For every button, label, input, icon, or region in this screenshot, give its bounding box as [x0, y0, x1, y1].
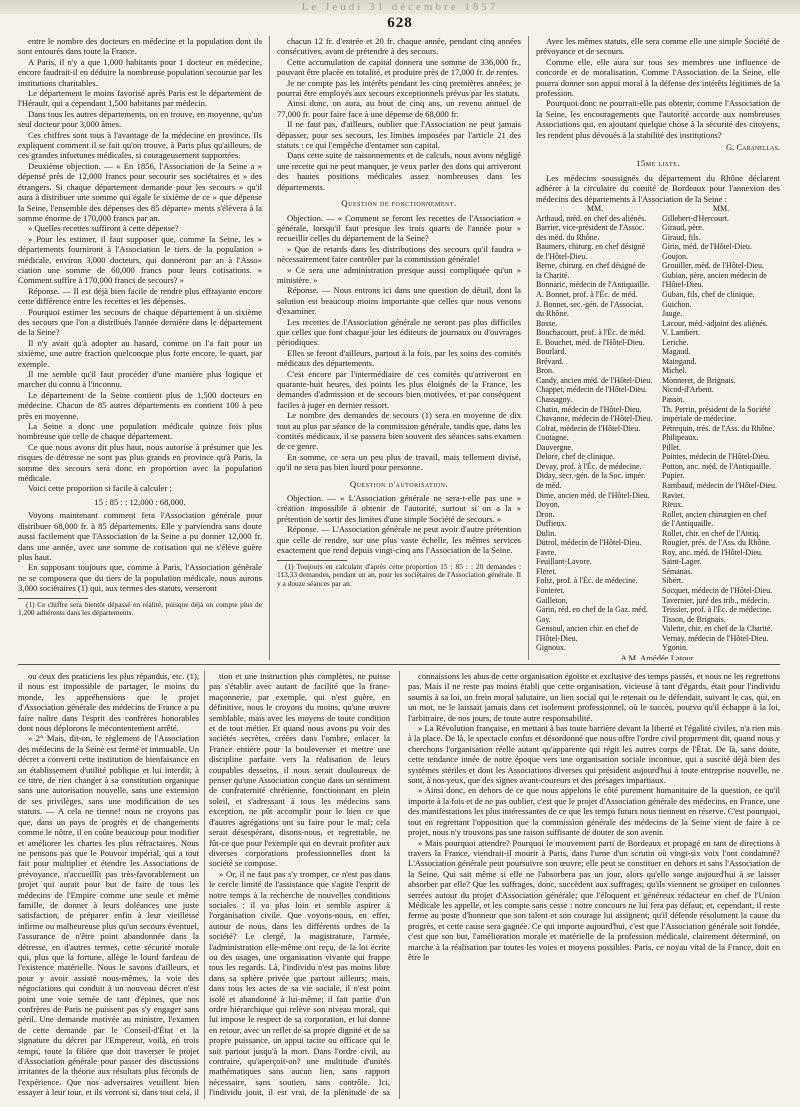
- signatory-name: du Rhône.: [536, 309, 569, 319]
- signatory-name: Pointes, médecin de l'Hôtel-Dieu.: [662, 452, 770, 462]
- signatory-name: Philipeaux.: [662, 433, 699, 443]
- paragraph: Ce que nous avons dit plus haut, nous autorise à présumer que les risques de détresse ne sont pas plus grands en province qu'à Paris, la somme des secours sera donc en proportion avec la population médicale.: [18, 441, 262, 484]
- signatory-name: Garin, réd. en chef de la Gaz. méd.: [536, 605, 648, 615]
- signatory-name: de l'Antiquaille.: [662, 519, 714, 529]
- signatory-name: Coutagne.: [536, 433, 569, 443]
- signatory-name: Grouiller, méd. de l'Hôtel-Dieu.: [662, 261, 764, 271]
- signatory-name: Feuillant-Lavore.: [536, 557, 592, 567]
- signatory-name: Rougier, prés. de l'Ass. du Rhône.: [662, 538, 771, 548]
- paragraph: » Quelles recettes suffiront à cette dépense?: [28, 223, 179, 234]
- paragraph: tion et une instruction plus complètes, ne puisse pas s'établir avec autant de facilité que la franc-maçonnerie, par exemple, qui n'est guère, en définitive, nous le croyons du moins, qu'une œuvre semblable, mais avec les moyens de toute condition et de tout métier. Et quand nous avons pu voir des sociétés secrètes, créées dans l'ombre, enlacer la France entière pour la bouleverser et mettre une discipline parfaite vers la réalisation de leurs coupables desseins, il nous serait douloureux de penser qu'une Association conçue dans un sentiment de confraternité chrétienne, fonctionnant en plein soleil, et s'adressant à tous les médecins sans exception, ne pût accomplir pour le bien ce que d'autres agrégations ont su faire pour le mal; cela serait désespérant, disons-nous, et regrettable, ne fût-ce que pour l'exemple qui en devrait profiter aux diverses corporations professionnelles dont la société se compose.: [209, 671, 390, 869]
- paragraph: Il me semble qu'il faut procéder d'une manière plus logique et marcher du connu à l'inconnu.: [18, 369, 262, 390]
- paragraph: Réponse. — Il est déjà bien facile de rendre plus effrayante encore cette différence entre les recettes et les dépenses.: [18, 285, 262, 307]
- paragraph: Réponse. — L'Association générale ne peut avoir d'autre prétention que celle de rendre, sur une plus vaste échelle, les mêmes services exactement que rend depuis vingt-cinq ans l'Association de la Seine.: [277, 524, 521, 556]
- signatory-name: Devay, prof. à l'Éc. de médecine.: [536, 461, 642, 471]
- paragraph: Voici cette proportion si facile à calculer :: [28, 483, 172, 494]
- column-rule: [528, 36, 529, 660]
- paragraph: Je ne compte pas les intérêts pendant les cinq premières années; je pourrai être employés aux secours exceptionnels prévus par les statuts.: [277, 77, 521, 99]
- paragraph: entre le nombre des docteurs en médecine et la population dont ils sont entourés dans toute la France.: [18, 36, 262, 57]
- paragraph: La Seine a donc une population médicale quinze fois plus nombreuse que celle de chaque département.: [18, 421, 262, 442]
- signatory-name: Dauvergne.: [536, 442, 573, 452]
- signatory-name: Barrier, vice-président de l'Assoc.: [536, 223, 645, 233]
- signatory-name: Brévard.: [536, 356, 564, 366]
- column-rule: [204, 671, 205, 1099]
- signatory-name: de l'Hôtel-Dieu.: [536, 251, 588, 261]
- paragraph: En supposant toujours que, comme à Paris, l'Association générale ne se composera que du tiers de la population médicale, nous aurons 3,000 sociétaires (1) qui, aux termes des statuts, verseront: [18, 562, 262, 594]
- paragraph: » Mais pourquoi attendre? Pourquoi le mouvement parti de Bordeaux et propagé en tant de directions à travers la France, viendrait-il mourir à Paris, dans l'urne d'un scrutin où vingt-six voix l'ont condamné? L'Association générale peut poursuivre son œuvre; elle peut se constituer en dehors et sans l'Association de la Seine. Qui sait même si elle ne l'absorbera pas un jour, alors qu'elle songe aujourd'hui à se laisser absorber par elle? Que les suffrages, donc, succèdent aux suffrages; qu'ils viennent se grouper en colonnes serrées autour du projet d'Association générale; que l'éloquent et généreux rédacteur en chef de l'Union Médicale les appelle, et les compte sans cesse : notre concours ne lui fera pas défaut; et, cependant, il reste ferme au poste d'honneur que son talent et son courage lui assignent; qu'il défende résolument la cause du progrès, et cette cause sera gagnée. Ce qui importe aujourd'hui, c'est que l'Association générale soit fondée, c'est que son but, l'amélioration morale et matérielle de la profession médicale, clairement déterminé, on marche à la réalisation par toutes les voies et moyens possibles. Paris, ce noyau vital de la France, doit en être le: [408, 837, 780, 962]
- signatory-name: Th. Perrin, président de la Société: [662, 404, 771, 414]
- paragraph: C'est encore par l'intermédiaire de ces comités qu'arriveront en quarante-huit heures, des points les plus éloignés de la France, les demandes d'admission et de secours bien motivées, et par conséquent faciles à juger en dernier ressort.: [277, 368, 521, 410]
- signatory-name: Delore, chef de clinique.: [536, 452, 615, 462]
- signatory-name: Passot.: [662, 395, 685, 405]
- signatory-name: Dime, ancien méd. de l'Hôtel-Dieu.: [536, 490, 650, 500]
- signatory-name: Bron.: [536, 366, 554, 376]
- paragraph: » Ainsi donc, en dehors de ce que nous appelons le côté purement humanitaire de la question, ce qu'il importe à la fois et de ne pas oublier, c'est que le projet d'Association générale des médecins, en France, une des manifestations les plus intéressantes de ce que les temps futurs nous tiennent en réserve. C'est pourquoi, tout en regrettant l'opposition que la commission générale des médecins de la Seine vient de faire à ce projet, nous n'y trouvons pas une raison suffisante de douter de son avenir.: [408, 785, 780, 838]
- signatory-name: Giraud, fils.: [662, 232, 701, 242]
- signatories-list: [536, 204, 780, 653]
- signatory-name: Foltz, prof. à l'Éc. de médecine.: [536, 576, 638, 586]
- signatory-name: Dutrol, médecin de l'Hôtel-Dieu.: [536, 538, 642, 548]
- signatory-name: Baumers, chirurg. en chef désigné: [536, 242, 646, 252]
- signatory-name: Giraud, père.: [662, 223, 704, 233]
- signatory-name: Doyon.: [536, 500, 560, 510]
- paragraph: » Or, il ne faut pas s'y tromper, ce n'est pas dans le cercle limité de l'assistance que s'agite l'esprit de notre temps à la recherche de nouvelles conditions sociales : il va plus loin et semble aspirer à l'organisation civile. Que voyons-nous, en effet, autour de nous, dans les différents ordres de la société? Le clergé, la magistrature, l'armée, l'administration elle-même ont reçu, de la loi écrite ou des usages, une organisation vivante qui frappe tous les regards. Là, l'individu n'est pas moins libre dans sa sphère privée que partout ailleurs; mais, dans tous les actes de sa vie sociale, il n'est point isolé et abandonné à lui-même; il fait partie d'un ordre hiérarchique qui relève son niveau moral, qui lui impose le respect de sa corporation, et lui donne en retour, avec un reflet de sa propre dignité et de sa propre puissance, un appui tacite ou efficace qui le suit partout jusqu'à la mort. Dans l'ordre civil, au contraire, qu'aperçoit-on? une multitude d'unités mathématiques sans aucun lien, sans rapport nécessaire, sans soutien, sans contrôle. Ici, l'individu jouit, il est vrai, de la plénitude de sa: [209, 868, 390, 1098]
- signatory-name: Gailleton.: [536, 595, 568, 605]
- signatory-name: Bosse.: [536, 318, 558, 328]
- paragraph: Dans tous les autres départements, on en trouve, en moyenne, qu'un seul docteur pour 3,000 âmes.: [18, 108, 262, 130]
- bottom-band: [18, 671, 780, 1099]
- signatory-name: Bourlard.: [536, 347, 567, 357]
- signature: G. Caranellas.: [725, 142, 780, 153]
- signatory-name: Sibert.: [662, 576, 684, 586]
- signatory-name: impériale de médecine.: [662, 414, 737, 424]
- top-column-2: [277, 36, 521, 660]
- bottom-subcolumn: [209, 671, 390, 1099]
- signatory-name: Vernay, médecin de l'Hôtel-Dieu.: [662, 633, 769, 643]
- column-rule: [399, 671, 400, 1099]
- paragraph: Le nombre des demandes de secours (1) sera en moyenne de dix tout au plus par séance de la commission générale, tandis que, dans les comités médicaux, il se passera bien souvent des séances sans examen de ce genre.: [277, 410, 521, 452]
- signatory-name: Goujon.: [662, 251, 688, 261]
- signatory-name: Girin, méd. de l'Hôtel-Dieu.: [662, 242, 752, 252]
- paragraph: » 2° Mais, dit-on, le règlement de l'Association des médecins de la Seine est fermé et immuable. Un décret a converti cette institution de bienfaisance en un établissement d'utilité publique et lui interdit, à ce titre, de rien changer à sa constitution organique sans une autorisation nouvelle, sans une extension de ses privilèges, sans une modification de ses statuts. — A cela ne tienne! nous ne croyons pas que, dans un pays de progrès et de changements comme le nôtre, il en coûte beaucoup pour modifier et améliorer les chartes les plus réfractaires. Nous ne pensons pas que le Pouvoir impérial, qui a tout fait pour multiplier et étendre les Associations de prévoyance, n'accueillît pas très-favorablement un projet qui aurait pour but de faire de tous les médecins de l'Empire comme une seule et même famille, de donner à leurs doléances une juste satisfaction, de préparer enfin à leur vieillesse infirme ou malheureuse plus qu'un secours éventuel, l'assurance de n'être point abandonnée dans la détresse, en d'autres termes, cette sécurité morale qui, plus que la fortune, allège le lourd fardeau de l'existence matérielle. Nous le savons d'ailleurs, et pour y avoir assisté nous-mêmes, la voie des négociations qui conduit à un nouveau décret n'est point une voie semée de tant d'épines, que nos confrères de Paris ne puissent pas s'y engager sans péril. Une demande motivée au ministre, l'examen de cette demande par le Conseil-d'État et la signature du décret par l'Empereur, voilà, en trois temps, toute la filière que doit traverser le projet d'Association générale pour passer des discussions irritantes de la théorie aux résultats plus féconds de l'expérience. Que nos adversaires veuillent bien essayer à leur tour, et ils verront si, dans tout cela, il: [18, 733, 199, 1098]
- paragraph: Les recettes de l'Association générale ne seront pas plus difficiles que celles que font chaque jour les éditeurs de journaux ou d'ouvrages périodiques.: [277, 316, 521, 348]
- signatory-name: Chappet, médecin de l'Hôtel-Dieu.: [536, 385, 647, 395]
- paragraph: Avec les mêmes statuts, elle sera comme elle une simple Société de prévoyance et de secours.: [536, 36, 780, 57]
- bottom-column-2: [408, 671, 780, 1099]
- section-heading: Question d'autorisation.: [349, 478, 449, 489]
- top-column-1: [18, 36, 262, 660]
- signatory-name: E. Bouchet, méd. de l'Hôtel-Dieu.: [536, 337, 645, 347]
- paragraph: chacun 12 fr. d'entrée et 20 fr. chaque année, pendant cinq années consécutives, avant de prétendre à des secours.: [277, 36, 521, 57]
- list-header: MM.: [586, 204, 604, 214]
- signatory-name: Duffieux.: [536, 519, 567, 529]
- signatory-name: Fonteret.: [536, 585, 565, 595]
- paragraph: Objection. — « Comment se feront les recettes de l'Association » générale, lorsqu'il faut presque les trois quarts de l'année pour » recueillir celles du département de la Seine?: [277, 212, 521, 244]
- signatory-name: Sémanas.: [662, 566, 693, 576]
- signatory-name: Diday, secr.-gén. de la Soc. impér.: [536, 471, 646, 481]
- signatory-name: Socquet, médecin de l'Hôtel-Dieu.: [662, 585, 773, 595]
- paragraph: Ainsi donc, on aura, au bout de cinq ans, un revenu annuel de 77,000 fr. pour faire face à une dépense de 68,000 fr.: [277, 98, 521, 119]
- signatory-name: Leriche.: [662, 337, 689, 347]
- signatory-name: Valette, chir. en chef de la Charité.: [662, 624, 773, 634]
- paragraph: Il n'y avait qu'à adopter au hasard, comme on l'a fait pour un sixième, une autre fraction quelconque plus forte encore, le quart, par exemple.: [18, 337, 262, 369]
- signatory-name: l'Hôtel-Dieu.: [536, 633, 578, 643]
- page-number: 628: [387, 15, 413, 31]
- paragraph: Pourquoi donc ne pourrait-elle pas obtenir, comme l'Association de la Seine, les encouragements que l'autorité accorde aux nombreuses Associations qui, en ajoutant quelque chose à la sécurité des citoyens, les rendent plus dévoués à la stabilité des institutions?: [536, 98, 780, 140]
- signatory-name: V. Lambert.: [662, 328, 700, 338]
- signatory-name: Berne, chirurg. en chef désigné de: [536, 261, 646, 271]
- section-heading: Question de fonctionnement.: [341, 198, 457, 209]
- signatory-name: la Charité.: [536, 270, 570, 280]
- signatory-name: Dulin.: [536, 528, 557, 538]
- paragraph: » La Révolution française, en mettant à bas toute barrière devant la liberté et l'égalité civiles, n'a rien mis à la place. De là, le spectacle confus et désordonné que nous offre l'ordre civil proprement dit, quand nous y cherchons l'organisation réelle autant qu'apparente qui régit les autres corps de l'État. De là, sans doute, cette tendance innée de notre époque vers une organisation sociale inconnue, qui a suscité déjà bien des systèmes stériles et dont les Associations diverses qui président aujourd'hui à toute entreprise nouvelle, ne sont, à nos yeux, que des signes avant-coureurs et des présages impartiaux.: [408, 723, 780, 786]
- signatory-name: Favre.: [536, 547, 557, 557]
- signatory-name: Pillet.: [662, 442, 681, 452]
- signatory-name: des méd. du Rhône.: [536, 232, 600, 242]
- signatory-name: J. Bonnet, sec.-gén. de l'Associat.: [536, 299, 644, 309]
- signatory-name: Monneret, de Brignais.: [662, 375, 736, 385]
- signatory-name: Lacour, méd.-adjoint des aliénés.: [662, 318, 768, 328]
- signatory-name: Pupier.: [662, 471, 685, 481]
- signatory-name: Magaud.: [662, 347, 691, 357]
- footnote-rule: [277, 560, 347, 561]
- signatory-name: de méd.: [536, 480, 562, 490]
- paragraph: Comme elle, elle aura sur tous ses membres une influence de concorde et de moralisation. Comme l'Association de la Seine, elle pourra donner son appui moral à la défense des intérêts légitimes de la profession.: [536, 56, 780, 99]
- signatory-name: l'Hôtel-Dieu.: [662, 280, 704, 290]
- paragraph: Deuxième objection. — « En 1856, l'Association de la Seine a » dépensé près de 12,000 francs pour secourir ses sociétaires et » des étrangers. Si chaque département demande pour les secours » qu'il aura à distribuer une somme qui égale le sixième de ce » que dépense la Seine, l'ensemble des dépenses des 85 départe» ments s'élèvera à la somme énorme de 170,000 francs par an.: [18, 160, 262, 223]
- footnote: (1) Toujours en calculant d'après cette proportion 15 : 85 : : 20 demandes : 113,33 demandes, pendant un an, pour les sociétaires de l'Association générale. Il y a douze séances par an.: [277, 561, 521, 589]
- paragraph: Le département le moins favorisé après Paris est le département de l'Hérault, qui a cependant 1,500 habitants par médecin.: [18, 88, 262, 109]
- signatory-name: Candy, ancien méd. de l'Hôtel-Dieu.: [536, 375, 653, 385]
- signatory-name: Pétrequin, trés. de l'Ass. du Rhône.: [662, 423, 775, 433]
- paragraph: Voyons maintenant comment fera l'Association générale pour distribuer 68,000 fr. à 85 départements. Elle y parviendra sans doute aussi facilement que l'Association de la Seine a pu donner 12,000 fr. dans une année, avec une somme de cotisation qui ne s'élève guère plus haut.: [18, 510, 262, 562]
- signatory-name: Potton, anc. méd. de l'Antiquaille.: [662, 461, 771, 471]
- paragraph: Ces chiffres sont tous à l'avantage de la médecine en province. Ils expliquent comment il se fait qu'on trouve, à Paris plus qu'ailleurs, de ces grandes infortunes médicales, si courageusement supportées.: [18, 129, 262, 161]
- signatory-name: Chatin, médecin de l'Hôtel-Dieu.: [536, 404, 642, 414]
- paragraph: Il ne faut pas, d'ailleurs, oublier que l'Association ne peut jamais dépasser, pour ses secours, les limites imposées par l'article 21 des statuts : ce qui l'empêche d'entamer son capital.: [277, 119, 521, 151]
- paragraph: En somme, ce sera un peu plus de travail, mais tellement divisé, qu'il ne sera pas bien lourd pour personne.: [277, 451, 521, 473]
- letter-address: A M. Amédée Latour.: [620, 652, 696, 660]
- signatory-name: Guban, fils, chef de clinique.: [662, 290, 755, 300]
- signatory-name: Michel.: [662, 366, 687, 376]
- paragraph: » Ce sera une administration presque aussi compliquée qu'un » ministère. »: [277, 264, 521, 285]
- signatory-name: Maingand.: [662, 356, 697, 366]
- header-strip: Le Jeudi 31 décembre 1857: [0, 0, 800, 14]
- signatory-name: Tavernier, juré des trib., médecin.: [662, 595, 770, 605]
- signatory-name: Fleret.: [536, 566, 557, 576]
- signatory-name: Tisson, de Brignais.: [662, 614, 726, 624]
- signatory-name: Gay.: [536, 614, 551, 624]
- bottom-subcolumn: [18, 671, 199, 1099]
- signatory-name: Guichon.: [662, 299, 692, 309]
- paragraph: A Paris, il n'y a que 1,000 habitants pour 1 docteur en médecine, encore faudrait-il en déduire la nombreuse population secourue par les institutions charitables.: [18, 56, 262, 88]
- paragraph: Pourquoi estimer les secours de chaque département à un sixième des secours que l'on a distribués l'année dernière dans le département de la Seine?: [18, 306, 262, 338]
- signatory-name: Arthaud, méd. en chef des aliénés.: [536, 213, 647, 223]
- signatory-name: Bouchacourt, prof. à l'Éc. de méd.: [536, 328, 646, 338]
- signatory-name: Jauge.: [662, 309, 683, 319]
- signatory-name: Teissier, prof. à l'Éc. de médecine.: [662, 605, 772, 615]
- signatory-name: Chassagny.: [536, 395, 573, 405]
- signatory-name: Nicod-d'Arbent.: [662, 385, 714, 395]
- signatory-name: Rieux.: [662, 500, 684, 510]
- signatory-name: Gubian, père, ancien médecin de: [662, 270, 767, 280]
- bottom-column-1: [18, 671, 390, 1099]
- band-separator: [18, 664, 780, 665]
- paragraph: Le département de la Seine contient plus de 1,500 docteurs en médecine. Chacun de 85 autres départements en contient 100 à peu près en moyenne.: [18, 389, 262, 421]
- top-band: [18, 36, 780, 660]
- list-intro: Les médecins soussignés du département du Rhône déclarent adhérer à la circulaire du comité de Bordeaux pour l'annexion des médecins des départements à l'Association de la Seine :: [536, 172, 780, 204]
- signatory-name: Gillebert-d'Hercourt.: [662, 213, 729, 223]
- signatory-name: Gensoul, ancien chir. en chef de: [536, 624, 639, 634]
- signatory-name: Saint-Lager.: [662, 557, 702, 567]
- signatory-name: Rollet, ancien chirurgien en chef: [662, 509, 767, 519]
- signatory-name: Rambaud, médecin de l'Hôtel-Dieu.: [662, 480, 777, 490]
- paragraph: connaissons les abus de cette organisation égoïste et exclusive des temps passés, et nous ne les regrettons pas. Mais il ne reste pas moins établi que cette organisation, vicieuse à tant d'égards, était pour l'individu soumis à sa loi, un frein moral salutaire, un lien social qui le retenait ou le défendait, suivant le cas, qui, en un mot, ne le laissait jamais dans cet isolement professionnel, où le succès, pourvu qu'il échappe à la loi, l'arbitraire, de nos jours, de toute autre responsabilité.: [408, 671, 780, 723]
- paragraph: Réponse. — Nous entrons ici dans une question de détail, dont la solution est beaucoup moins importante que celles que nous venons d'examiner.: [277, 285, 521, 317]
- column-rule: [269, 36, 270, 660]
- paragraph: » Que de retards dans les distributions des secours qu'il faudra » nécessairement faire contrôler par la commission générale!: [277, 243, 521, 265]
- top-column-3: [536, 36, 780, 660]
- signatory-name: Roy, anc. méd. de l'Hôtel-Dieu.: [662, 547, 763, 557]
- footnote-rule: [18, 598, 88, 599]
- paragraph: Cette accumulation de capital donnera une somme de 336,000 fr., pouvant être placée en totalité, et produire près de 17,000 fr. de rentes.: [277, 56, 521, 78]
- paragraph: Dans cette suite de raisonnements et de calculs, nous avons négligé une recette qui ne peut manquer, je veux parler des dons qui arriveront des hautes positions médicales assez nombreuses dans les départements.: [277, 150, 521, 192]
- signatory-name: Colrat, médecin de l'Hôtel-Dieu.: [536, 423, 641, 433]
- signatory-name: Dron.: [536, 509, 555, 519]
- signatory-name: Ygonin.: [662, 643, 688, 653]
- signatory-name: Bonnaric, médecin de l'Antiquaille.: [536, 280, 650, 290]
- proportion-formula: 15 : 85 : : 12,000 : 68,000.: [94, 496, 186, 507]
- signatory-name: A. Bonnet, prof. à l'Éc. de méd.: [536, 290, 638, 300]
- signatory-name: Rollet, chir. en chef de l'Antiq.: [662, 528, 761, 538]
- paragraph: Objection. — « L'Association générale ne sera-t-elle pas une » création impossible à obtenir de l'autorité, surtout si on a la » prétention de sortir des limites d'une simple Société de secours. »: [277, 493, 521, 524]
- footnote: (1) Ce chiffre sera bientôt dépassé en réalité, puisque déjà on compte plus de 1,200 adhérents dans les départements.: [18, 599, 262, 618]
- signatory-name: Chavanne, médecin de l'Hôtel-Dieu.: [536, 414, 653, 424]
- paragraph: ou ceux des praticiens les plus répandus, etc. (1), il nous est impossible de partager, le moins du monde, les appréhensions que le projet d'Association générale des médecins de France a pu faire naître dans l'esprit des confrères honorables dont nous déplorons le mécontentement arrêté.: [18, 671, 199, 734]
- signatories-column: [536, 204, 654, 653]
- paragraph: » Pour les estimer, il faut supposer que, comme la Seine, les » départements fourniront à l'Association le tiers de la population » médicale, environ 3,000 docteurs, qui donneront par an à l'Asso» ciation une somme de 60,000 francs pour leurs cotisations. » Comment suffire à 170,000 francs de secours? »: [18, 233, 262, 286]
- signatories-column: [662, 204, 780, 653]
- list-title: 15me liste.: [635, 158, 681, 169]
- paragraph: Elles se feront d'ailleurs, partout à la fois, par les soins des comités médicaux des départements.: [277, 347, 521, 369]
- list-header: MM.: [712, 204, 730, 214]
- signatory-name: Gignoux.: [536, 643, 566, 653]
- signatory-name: Raviet.: [662, 490, 685, 500]
